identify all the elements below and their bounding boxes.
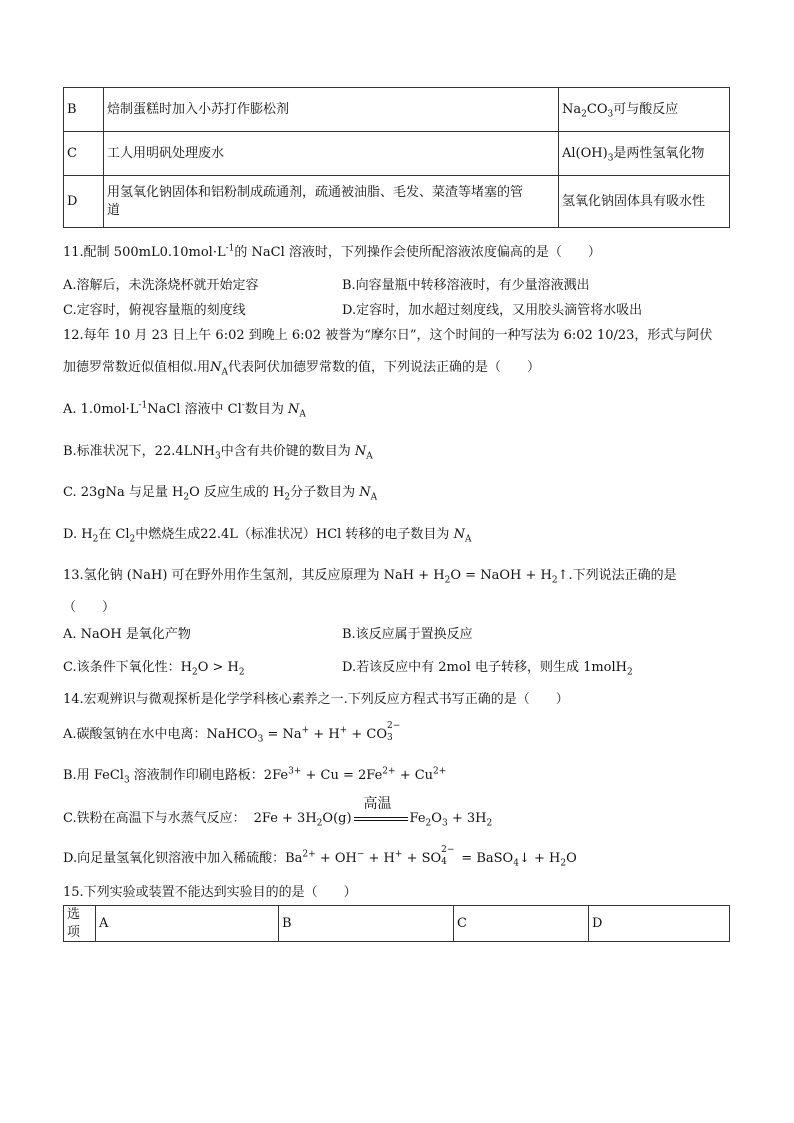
practice-text: 用氢氧化钠固体和铝粉制成疏通剂，疏通被油脂、毛发、菜渣等堵塞的管 道: [104, 176, 559, 228]
table-row: [64, 176, 730, 228]
q14-option-b: B.用 FeCl$_3$ 溶液制作印刷电路板：$2Fe^{3+} + Cu = 2Fe^{2+} + Cu^{2+}$: [63, 766, 447, 786]
option-label: D: [64, 176, 104, 228]
q12-stem-line2: 加德罗常数近似值相似.用$N_A$代表阿伏加德罗常数的值，下列说法正确的是（ ）: [63, 360, 541, 378]
q15-table: [63, 905, 730, 942]
header-b: B: [279, 906, 454, 942]
q14-option-d: D.向足量氢氧化钡溶液中加入稀硫酸：$Ba^{2+} + OH^- + H^+$ + SO 2− 4 = BaSO$_4$↓ + $H_2O$: [63, 845, 577, 869]
q14-option-a: A.碳酸氢钠在水中电离：NaHCO$_3$ = Na+ + H+ + CO 2− 3: [63, 721, 401, 745]
q15-stem: 15.下列实验或装置不能达到实验目的的是（ ）: [63, 885, 357, 900]
q11-option-c: C.定容时，俯视容量瓶的刻度线: [63, 303, 246, 318]
reaction-condition-arrow: 高温: [352, 812, 410, 826]
q13-option-d: D.若该反应中有 2mol 电子转移，则生成 1molH$_2$: [342, 660, 633, 678]
q11-stem: 11.配制 $500mL0.10mol\cdot L^{-1}$的 NaCl 溶液时，下列操作会使所配溶液浓度偏高的是（ ）: [63, 243, 601, 260]
header-c: C: [454, 906, 589, 942]
practice-text: 焙制蛋糕时加入小苏打作膨松剂: [104, 88, 559, 132]
q13-option-a: A. NaOH 是氧化产物: [63, 627, 191, 642]
q11-option-d: D.定容时，加水超过刻度线，又用胶头滴管将水吸出: [342, 303, 643, 318]
header-d: D: [589, 906, 730, 942]
options-table: [63, 87, 730, 228]
option-label: B: [64, 88, 104, 132]
table-row: [64, 132, 730, 176]
q13-stem-line1: 13.氢化钠 (NaH) 可在野外用作生氢剂，其反应原理为 NaH + $H_2O$ = NaOH + $H_2↑$.下列说法正确的是: [63, 568, 677, 586]
header-a: A: [96, 906, 279, 942]
option-label: C: [64, 132, 104, 176]
q12-option-a: A. $1.0mol\cdot L^{-1}NaCl$ 溶液中 Cl-数目为 $N_A$: [63, 400, 306, 420]
practice-text: 工人用明矾处理废水: [104, 132, 559, 176]
q12-stem-line1: 12.每年 10 月 23 日上午 6:02 到晚上 6:02 被誉为“摩尔日”，这个时间的一种写法为 6:02 10/23，形式与阿伏: [63, 328, 713, 343]
q12-option-b: B.标准状况下，$22.4LNH_3$中含有共价键的数目为 $N_A$: [63, 444, 373, 462]
table-row: [64, 88, 730, 132]
q11-option-b: B.向容量瓶中转移溶液时，有少量溶液溅出: [342, 278, 590, 293]
header-option: 选项: [64, 906, 96, 942]
q13-option-c: C.该条件下氧化性：$H_2O > H_2$: [63, 660, 245, 678]
q14-option-c: C.铁粉在高温下与水蒸气反应： $2Fe + 3H_2O(g)$ 高温 $Fe_2O_3 + 3H_2$: [63, 795, 493, 829]
knowledge-text: $Al(OH)_3$是两性氢氧化物: [559, 132, 730, 176]
q11-option-a: A.溶解后，未洗涤烧杯就开始定容: [63, 278, 259, 293]
q12-option-c: C. 23gNa 与足量 $H_2O$ 反应生成的 $H_2$分子数目为 $N_A$: [63, 485, 378, 503]
table-header-row: [64, 906, 730, 942]
knowledge-text: $Na_2CO_3$可与酸反应: [559, 88, 730, 132]
q14-stem: 14.宏观辨识与微观探析是化学学科核心素养之一.下列反应方程式书写正确的是（ ）: [63, 692, 569, 707]
knowledge-text: 氢氧化钠固体具有吸水性: [559, 176, 730, 228]
q13-option-b: B.该反应属于置换反应: [342, 627, 473, 642]
q13-stem-line2: （ ）: [63, 600, 116, 615]
q12-option-d: D. $H_2$在 $Cl_2$中燃烧生成22.4L（标准状况）HCl 转移的电子数目为 $N_A$: [63, 527, 472, 545]
